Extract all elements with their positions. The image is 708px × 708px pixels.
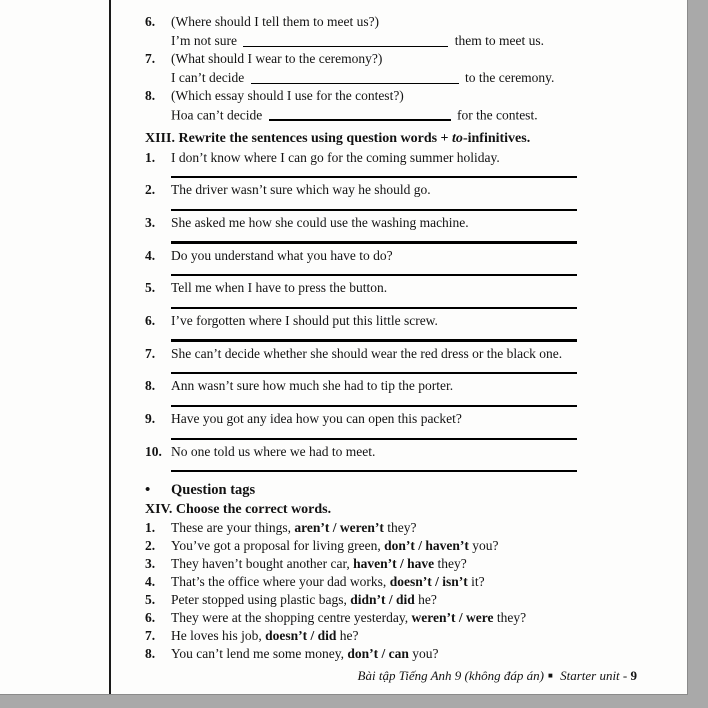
page-content (145, 13, 577, 663)
exercise-item (145, 519, 577, 537)
item-sentence (171, 537, 577, 555)
margin-rule-line (109, 0, 111, 694)
exercise-item (145, 555, 577, 573)
item-prompt: (Which essay should I use for the contest?) (171, 88, 404, 103)
exercise-item (145, 410, 577, 429)
exercise-item (145, 181, 577, 200)
exercise-item (145, 149, 577, 168)
item-sentence: No one told us where we had to meet. (171, 443, 376, 459)
answer-blank (243, 32, 448, 47)
heading-text: XIII. Rewrite the sentences using question words + (145, 130, 453, 146)
exercise-item (145, 50, 577, 69)
answer-blank (251, 69, 459, 84)
item-number: 3. (145, 214, 156, 230)
exercise-item (145, 443, 577, 462)
choice-options: don’t / haven’t (384, 538, 469, 554)
item-sentence (171, 573, 577, 591)
item-number-spacer (145, 32, 171, 51)
exercise-item (145, 591, 577, 609)
answer-line (171, 176, 577, 178)
item-number: 2. (145, 182, 156, 198)
item-sentence (171, 627, 577, 645)
exercise-item-answer (145, 106, 577, 125)
answer-line (171, 438, 577, 440)
item-sentence: Ann wasn’t sure how much she had to tip the porter. (171, 378, 454, 394)
exercise-xiv-items (145, 519, 577, 663)
exercise-item (145, 87, 577, 106)
item-number: 2. (145, 538, 156, 554)
answer-suffix: them to meet us. (451, 32, 544, 48)
choice-options: don’t / can (347, 646, 409, 662)
item-sentence (171, 555, 577, 573)
item-sentence: I don’t know where I can go for the coming summer holiday. (171, 149, 500, 165)
answer-prefix: Hoa can’t decide (171, 107, 266, 122)
exercise-xii-items (145, 13, 577, 125)
sentence-start: They haven’t bought another car, (171, 556, 354, 572)
question-tags-title: Question tags (171, 482, 256, 499)
sentence-start: They were at the shopping centre yesterday, (171, 610, 412, 626)
sentence-end: he? (414, 592, 437, 608)
item-sentence: The driver wasn’t sure which way he should go. (171, 182, 431, 198)
exercise-item (145, 13, 577, 32)
exercise-item (145, 247, 577, 266)
exercise-item (145, 377, 577, 396)
exercise-item (145, 345, 577, 364)
item-number: 5. (145, 280, 156, 296)
sentence-end: you? (468, 538, 499, 554)
exercise-xiii-items (145, 149, 577, 473)
exercise-item (145, 573, 577, 591)
item-sentence: Have you got any idea how you can open this packet? (171, 411, 462, 426)
item-number: 8. (145, 646, 156, 662)
choice-options: haven’t / have (353, 556, 435, 572)
answer-prefix: I’m not sure (171, 32, 241, 48)
item-number: 4. (145, 574, 156, 590)
item-sentence (171, 645, 577, 663)
item-number: 9. (145, 411, 156, 426)
item-number: 7. (145, 51, 156, 66)
exercise-xiii-heading (145, 129, 577, 149)
item-number: 8. (145, 88, 156, 103)
item-sentence: She can’t decide whether she should wear the red dress or the black one. (171, 345, 563, 361)
exercise-item (145, 214, 577, 233)
item-number-spacer (145, 69, 171, 88)
answer-suffix: to the ceremony. (461, 69, 555, 85)
sentence-end: they? (434, 556, 467, 572)
sentence-start: You can’t lend me some money, (171, 646, 348, 662)
sentence-start: These are your things, (171, 520, 295, 536)
item-number: 3. (145, 556, 156, 572)
heading-italic-text: to (452, 130, 463, 146)
item-sentence: She asked me how she could use the washing machine. (171, 214, 469, 230)
answer-line (171, 339, 577, 341)
choice-options: doesn’t / did (265, 628, 337, 644)
item-sentence (171, 519, 577, 537)
answer-line (171, 307, 577, 309)
sentence-start: You’ve got a proposal for living green, (171, 538, 385, 554)
bullet-icon: • (145, 482, 151, 499)
footer-unit-label: Starter unit - (556, 668, 631, 683)
item-sentence: Tell me when I have to press the button. (171, 280, 388, 296)
answer-line (171, 372, 577, 374)
answer-line (171, 274, 577, 276)
answer-line (171, 241, 577, 243)
answer-blank (269, 106, 451, 122)
sentence-end: they? (383, 520, 417, 536)
question-tags-section-heading (145, 480, 577, 500)
item-number: 4. (145, 247, 156, 263)
item-number: 5. (145, 592, 156, 608)
exercise-item-answer (145, 32, 577, 51)
choice-options: weren’t / were (411, 610, 494, 626)
sentence-start: He loves his job, (171, 628, 266, 644)
exercise-item (145, 609, 577, 627)
item-number: 1. (145, 520, 156, 536)
answer-prefix: I can’t decide (171, 69, 248, 85)
item-number: 7. (145, 345, 156, 361)
sentence-start: Peter stopped using plastic bags, (171, 592, 351, 608)
exercise-item (145, 312, 577, 331)
exercise-item (145, 627, 577, 645)
heading-text-tail: -infinitives. (462, 130, 531, 146)
choice-options: didn’t / did (350, 592, 415, 608)
item-number: 1. (145, 149, 156, 165)
item-number: 8. (145, 378, 156, 394)
item-number: 6. (145, 610, 156, 626)
exercise-item (145, 645, 577, 663)
item-prompt: (Where should I tell them to meet us?) (171, 14, 380, 29)
item-sentence: Do you understand what you have to do? (171, 247, 393, 263)
answer-line (171, 470, 577, 472)
answer-line (171, 405, 577, 407)
item-sentence (171, 591, 577, 609)
sentence-end: he? (336, 628, 359, 644)
exercise-item-answer (145, 69, 577, 88)
exercise-xiv-heading: XIV. Choose the correct words. (145, 502, 332, 518)
exercise-item (145, 279, 577, 298)
answer-text (171, 69, 577, 88)
answer-line (171, 209, 577, 211)
page-footer (358, 668, 637, 684)
item-number: 6. (145, 14, 156, 29)
answer-text (171, 106, 577, 125)
sentence-end: you? (408, 646, 439, 662)
choice-options: doesn’t / isn’t (389, 574, 468, 590)
item-sentence (171, 609, 577, 627)
item-number: 7. (145, 628, 156, 644)
answer-text (171, 32, 577, 51)
item-sentence: I’ve forgotten where I should put this little screw. (171, 312, 438, 328)
choice-options: aren’t / weren’t (294, 520, 384, 536)
square-bullet-icon: ■ (547, 671, 553, 680)
item-number: 10. (145, 443, 162, 459)
sentence-end: it? (467, 574, 485, 590)
item-number: 6. (145, 312, 156, 328)
sentence-start: That’s the office where your dad works, (171, 574, 390, 590)
item-number-spacer (145, 106, 171, 125)
answer-suffix: for the contest. (453, 107, 538, 122)
exercise-item (145, 537, 577, 555)
sentence-end: they? (493, 610, 527, 626)
page-number: 9 (630, 668, 637, 683)
footer-book-title: Bài tập Tiếng Anh 9 (không đáp án) (357, 668, 544, 683)
item-prompt: (What should I wear to the ceremony?) (171, 51, 383, 66)
